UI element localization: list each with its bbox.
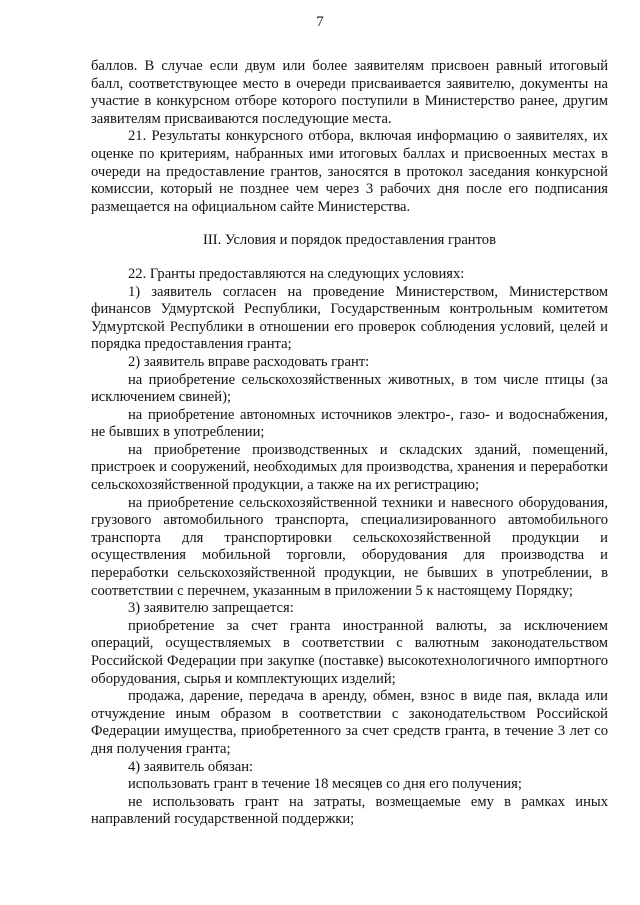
obligation-term: использовать грант в течение 18 месяцев со дня его получения; [128, 776, 522, 793]
allowed-expense-machinery: на приобретение сельскохозяйственной техники и навесного оборудования, грузового автомобильного транспорта, специализированного автомобильного транспорта для транспортировки сельскохозяйственной продукции и осуществления мобильной торговли, оборудования для производства и переработки сельскохозяйственной продукции, не бывших в употреблении, в соответствии с перечнем, указанным в приложении 5 к настоящему Порядку; [91, 494, 608, 599]
condition-2: 2) заявитель вправе расходовать грант: [128, 353, 370, 370]
condition-1: 1) заявитель согласен на проведение Министерством, Министерством финансов Удмуртской Республики, Государственным контрольным комитетом Удмуртской Республики в отношении его проверок соблюдения условий, целей и порядка предоставления гранта; [91, 283, 608, 353]
paragraph-21: 21. Результаты конкурсного отбора, включая информацию о заявителях, их оценке по критериям, набранных ими итоговых баллах и присвоенных местах в очереди на предоставление грантов, заносятся в протокол заседания конкурсной комиссии, который не позднее чем через 3 рабочих дня после его подписания размещается на официальном сайте Министерства. [91, 128, 608, 215]
condition-4: 4) заявитель обязан: [128, 758, 254, 775]
prohibition-disposal: продажа, дарение, передача в аренду, обмен, взнос в виде пая, вклада или отчуждение иным образом в соответствии с законодательством Российской Федерации имущества, приобретенного за счет средств гранта, в течение 3 лет со дня получения гранта; [91, 688, 608, 757]
prohibition-currency: приобретение за счет гранта иностранной валюты, за исключением операций, осуществляемых в соответствии с валютным законодательством Российской Федерации при закупке (поставке) высокотехнологичного импортного оборудования, сырья и комплектующих изделий; [91, 617, 608, 687]
allowed-expense-buildings: на приобретение производственных и складских зданий, помещений, пристроек и сооружений, необходимых для производства, хранения и переработки сельскохозяйственной продукции, а также на их регистрацию; [91, 441, 608, 494]
allowed-expense-utilities: на приобретение автономных источников электро-, газо- и водоснабжения, не бывших в употреблении; [91, 406, 608, 441]
allowed-expense-animals: на приобретение сельскохозяйственных животных, в том числе птицы (за исключением свиней); [91, 371, 608, 406]
paragraph-22: 22. Гранты предоставляются на следующих условиях: [128, 265, 465, 282]
paragraph-continuation: баллов. В случае если двум или более заявителям присвоен равный итоговый балл, соответствующее место в очереди присваивается заявителю, документы на участие в конкурсном отборе которого поступили в Министерство ранее, другим заявителям присваиваются последующие места. [91, 58, 608, 127]
condition-3: 3) заявителю запрещается: [128, 600, 294, 617]
obligation-no-double-funding: не использовать грант на затраты, возмещаемые ему в рамках иных направлений государственной поддержки; [91, 793, 608, 828]
page-number: 7 [316, 14, 324, 30]
section-heading: III. Условия и порядок предоставления грантов [203, 232, 496, 249]
page-content [91, 58, 608, 829]
